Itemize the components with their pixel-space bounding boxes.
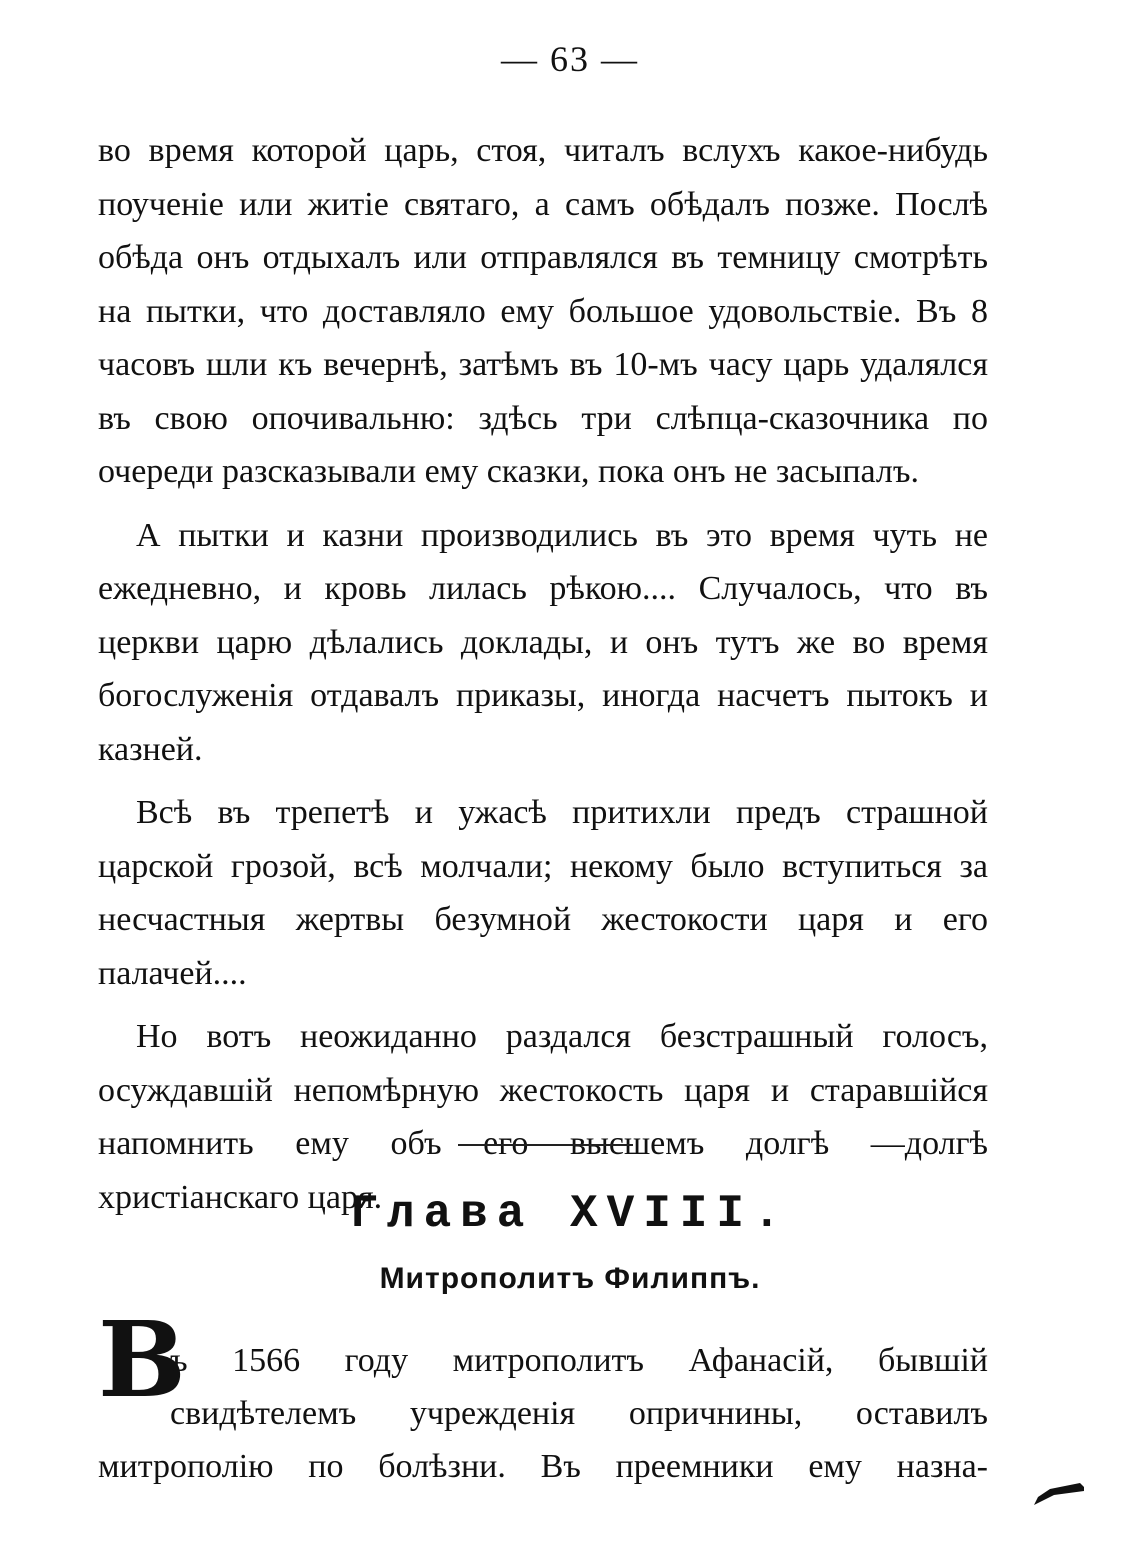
paragraph-2: А пытки и казни производились въ это время чуть не ежедневно, и кровь лилась рѣкою.... Случалось, что въ церкви царю дѣлались доклады, и онъ тутъ же во время богослуженія отдавалъ приказы, иногда насчетъ пытокъ и казней. [98,516,988,768]
page-number: — 63 — [501,39,639,79]
drop-cap-initial: В [98,1298,186,1421]
section-line-2: свидѣтелемъ учрежденія опричнины, оставилъ [170,1395,988,1432]
section-line-1: ъ 1566 году митрополитъ Афанасій, бывшій [170,1342,988,1379]
chapter-title: Митрополитъ Филиппъ. [379,1262,761,1295]
section-text-indented [170,1334,988,1440]
body-text [98,124,988,1234]
chapter-heading: Глава XVIII. [350,1188,790,1240]
paragraph-1: во время которой царь, стоя, читалъ вслухъ какое-нибудь поученіе или житіе святаго, а самъ обѣдалъ позже. Послѣ обѣда онъ отдыхалъ или отправлялся въ темницу смотрѣть на пытки, что доставляло ему большое удовольствіе. Въ 8 часовъ шли къ вечернѣ, затѣмъ въ 10-мъ часу царь удалялся въ свою опочивальню: здѣсь три слѣпца-сказочника по очереди разсказывали ему сказки, пока онъ не засыпалъ. [98,132,988,490]
section-divider [458,1144,633,1146]
section-line-3: митрополію по болѣзни. Въ преемники ему назна- [98,1448,988,1485]
page-corner-mark [1030,1459,1086,1509]
paragraph-3: Всѣ въ трепетѣ и ужасѣ притихли предъ страшной царской грозой, всѣ молчали; некому было вступиться за несчастныя жертвы безумной жестокости царя и его палачей.... [98,794,988,992]
section-text-full [98,1440,988,1493]
paragraph-4: Но вотъ неожиданно раздался безстрашный голосъ, осуждавшій непомѣрную жестокость царя и старавшійся напомнить ему объ его высшемъ долгѣ —долгѣ христіанскаго царя. [98,1018,988,1216]
